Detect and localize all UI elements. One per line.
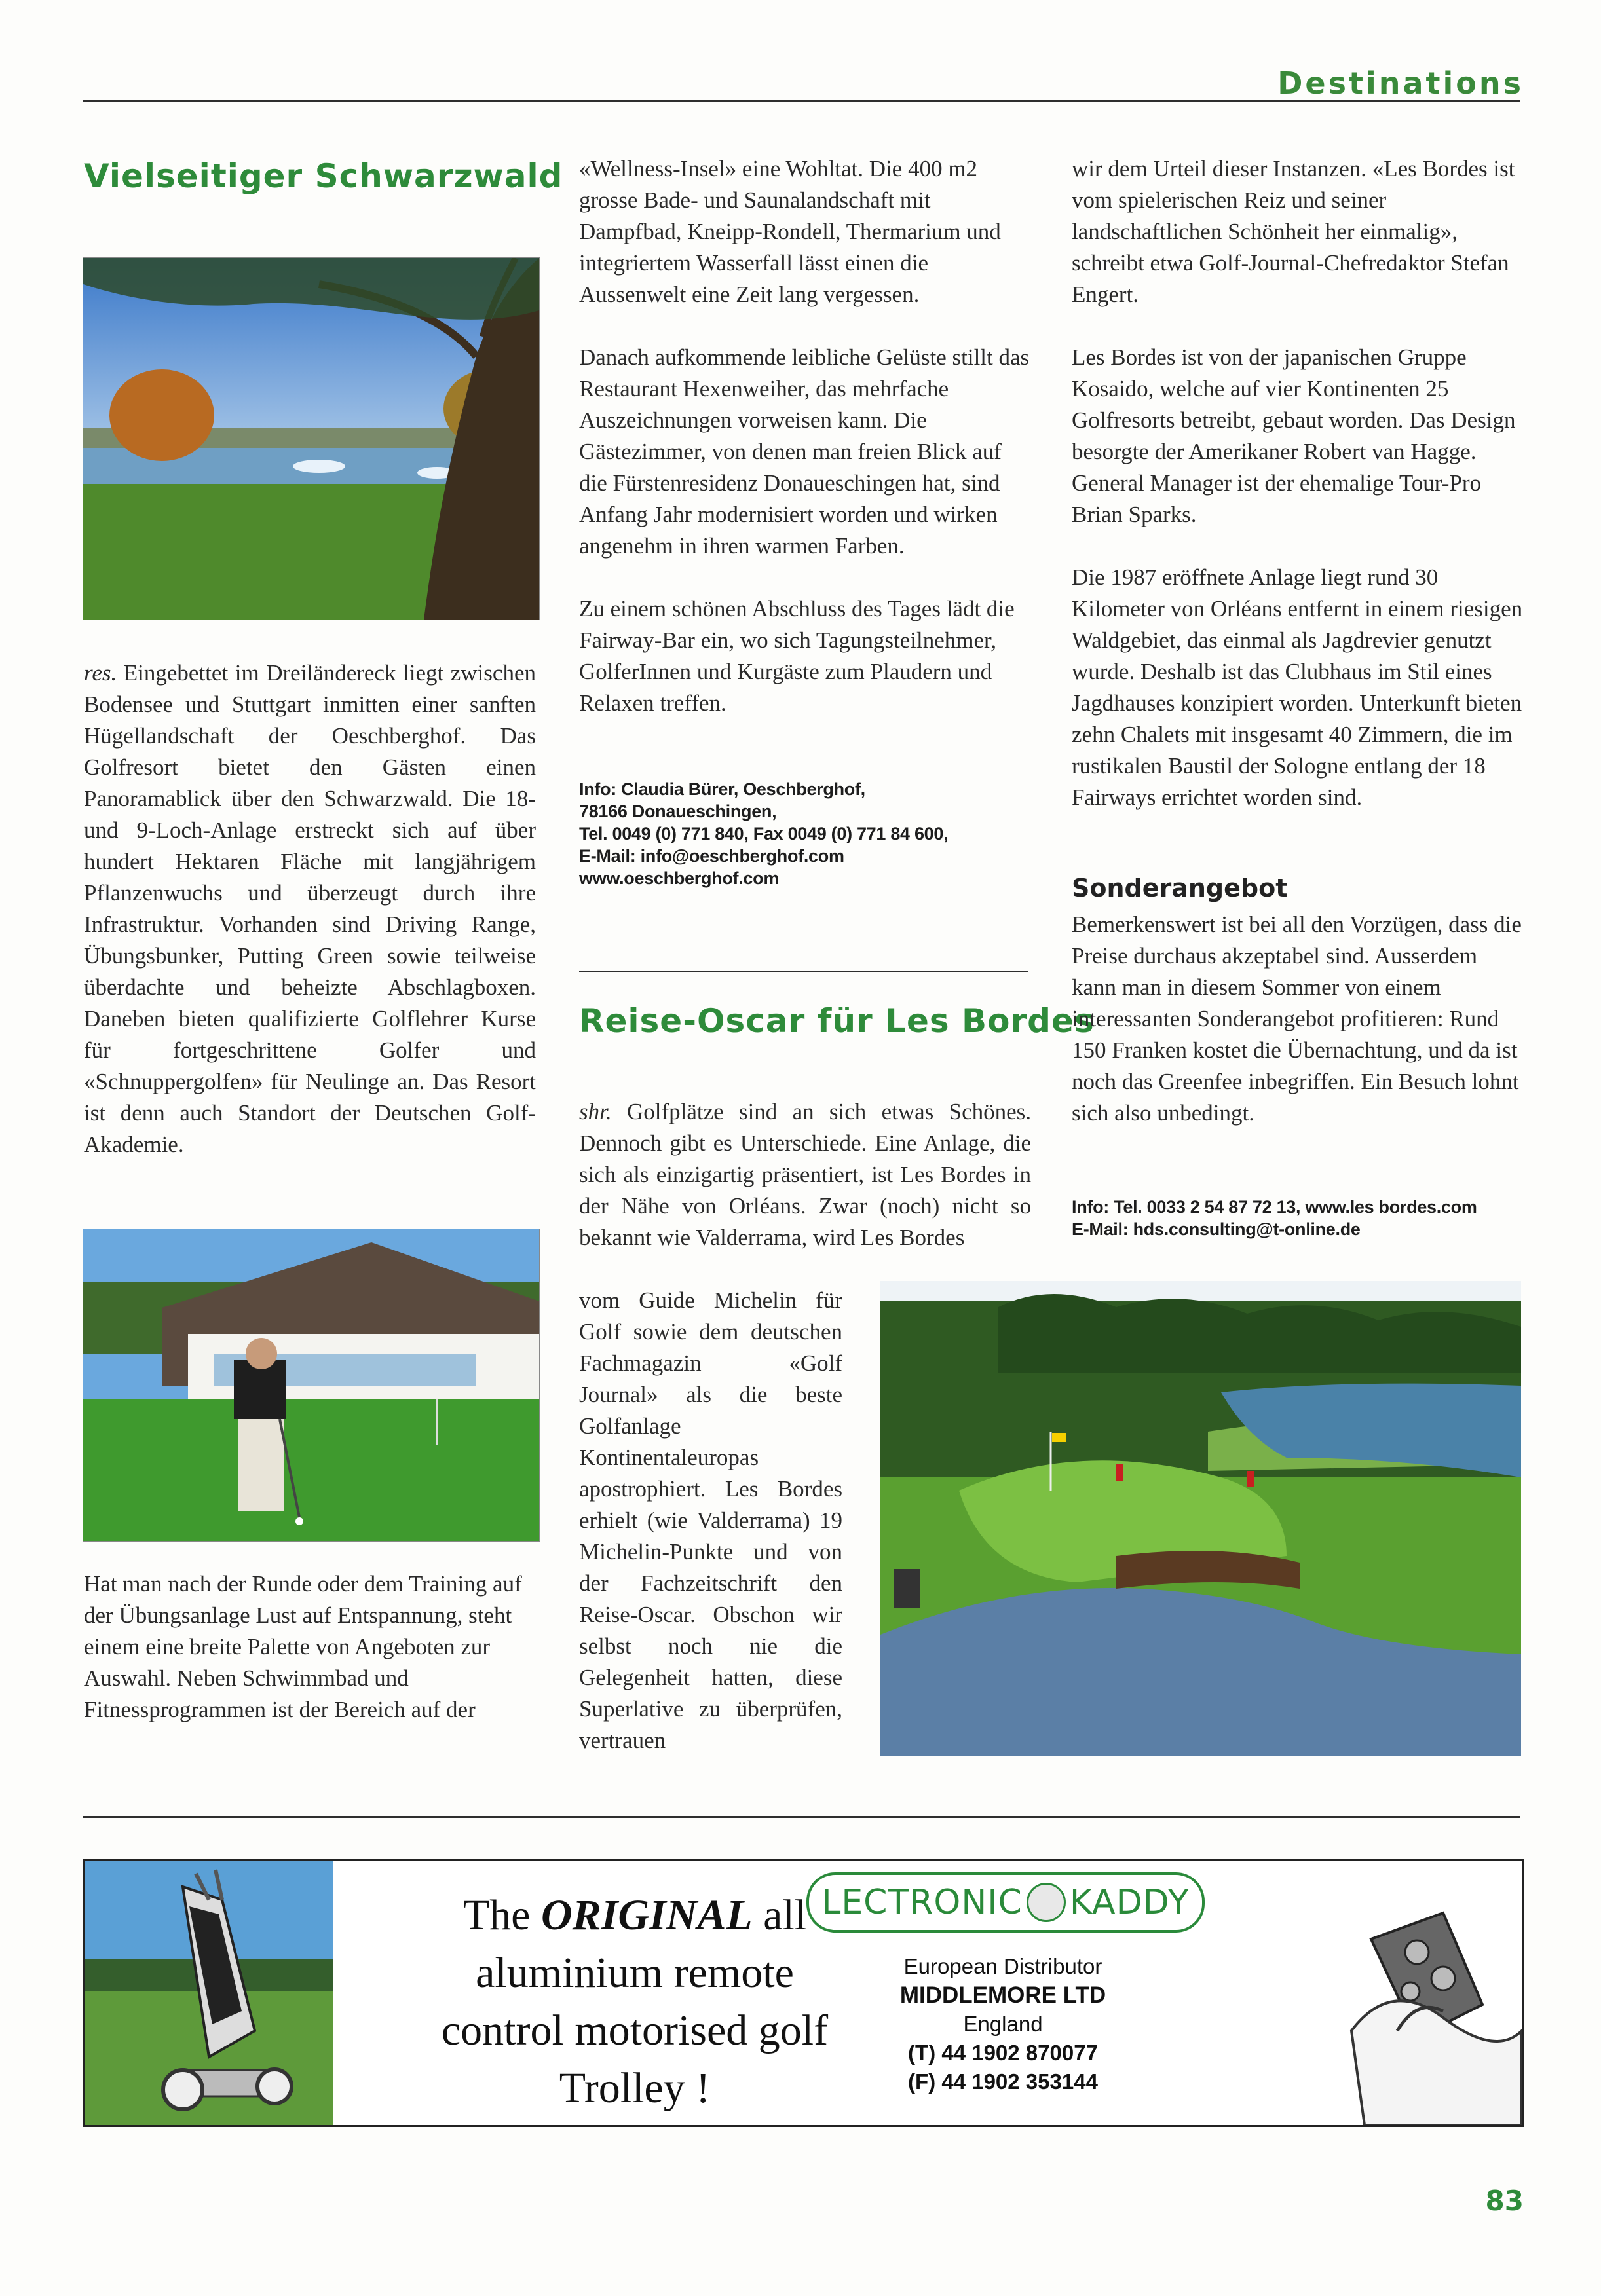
paragraph: Hat man nach der Runde oder dem Training auf der Übungsanlage Lust auf Entspannung, steht einem eine breite Palette von Angeboten zur Auswahl. Neben Schwimmbad und Fitnessprogrammen ist der Bereich auf der xyxy=(84,1571,522,1722)
paragraph: wir dem Urteil dieser Instanzen. «Les Bordes ist vom spielerischen Reiz und seiner landschaftlichen Schönheit her einmalig», schreibt etwa Golf-Journal-Chefredaktor Stefan Engert. xyxy=(1072,156,1515,307)
photo-lake-tree xyxy=(83,257,540,620)
ad-slogan-em: ORIGINAL xyxy=(540,1891,753,1939)
article-heading-les-bordes: Reise-Oscar für Les Bordes xyxy=(579,1002,1095,1040)
column-3-offer-text xyxy=(1072,909,1524,1129)
photo-golfer-putting xyxy=(83,1229,540,1542)
ad-company: MIDDLEMORE LTD xyxy=(899,1982,1106,2008)
column-2-text-bottom-narrow xyxy=(579,1285,842,1756)
subheading-sonderangebot: Sonderangebot xyxy=(1072,874,1288,902)
info-line: www.oeschberghof.com xyxy=(579,868,780,888)
paragraph: Zu einem schönen Abschluss des Tages lädt die Fairway-Bar ein, wo sich Tagungsteilnehmer, GolferInnen und Kurgäste zum Plaudern und Relaxen treffen. xyxy=(579,596,1015,716)
paragraph: Golfplätze sind an sich etwas Schönes. Dennoch gibt es Unterschiede. Eine Anlage, die sich als einzigartig präsentiert, ist Les Bordes in der Nähe von Orléans. Zwar (noch) nicht so bekannt wie Valderrama, wird Les Bordes xyxy=(579,1099,1032,1250)
info-line: E-Mail: info@oeschberghof.com xyxy=(579,846,844,866)
column-1-text-bottom xyxy=(84,1568,536,1726)
author-initials: res. xyxy=(84,660,117,686)
lectronic-kaddy-logo xyxy=(806,1872,1205,1933)
column-1-text-top xyxy=(84,657,536,1160)
advertisement xyxy=(83,1859,1524,2127)
info-line: Tel. 0049 (0) 771 840, Fax 0049 (0) 771 84 600, xyxy=(579,824,949,843)
info-line: Info: Claudia Bürer, Oeschberghof, xyxy=(579,779,865,799)
paragraph: Eingebettet im Dreiländereck liegt zwischen Bodensee und Stuttgart inmitten einer sanften Hügellandschaft der Oeschberghof. Das Golfresort bietet den Gästen einen Panoramablick über den Schwarzwald. Die 18- und 9-Loch-Anlage erstreckt sich auf über hundert Hektaren Fläche mit langjährigem Pflanzenwuchs und überzeugt durch ihre Infrastruktur. Vorhanden sind Driving Range, Übungsbunker, Putting Green sowie teilweise überdachte und beheizte Abschlagboxen. Daneben bieten qualifizierte Golflehrer Kurse für fortgeschrittene Golfer und «Schnuppergolfen» für Neulinge an. Das Resort ist denn auch Standort der Deutschen Golf-Akademie. xyxy=(84,660,537,1157)
paragraph: «Wellness-Insel» eine Wohltat. Die 400 m2 grosse Bade- und Saunalandschaft mit Dampfbad, Kneipp-Rondell, Thermarium und integriertem Wasserfall lässt einen die Aussenwelt eine Zeit lang vergessen. xyxy=(579,156,1001,307)
column-2-text-top xyxy=(579,153,1031,719)
ad-remote-image xyxy=(1247,1861,1522,2125)
paragraph: Die 1987 eröffnete Anlage liegt rund 30 Kilometer von Orléans entfernt in einem riesigen Waldgebiet, das einmal als Jagdrevier genutzt wurde. Deshalb ist das Clubhaus im Stil eines Jagdhauses konzipiert worden. Unterkunft bieten zehn Chalets mit insgesamt 40 Zimmern, die im rustikalen Baustil der Sologne entlang der 18 Fairways errichtet worden sind. xyxy=(1072,565,1523,810)
ad-slogan xyxy=(412,1887,857,2117)
ad-distributor-label: European Distributor xyxy=(903,1954,1102,1978)
paragraph: Bemerkenswert ist bei all den Vorzügen, dass die Preise durchaus akzeptabel sind. Ausserdem kann man in diesem Sommer von einem interessanten Sonderangebot profitieren: Rund 150 Franken kostet die Übernachtung, und da ist noch das Greenfee inbegriffen. Ein Besuch lohnt sich also unbedingt. xyxy=(1072,912,1522,1126)
author-initials: shr. xyxy=(579,1099,612,1124)
ad-phone: (T) 44 1902 870077 xyxy=(908,2041,1098,2065)
paragraph: Danach aufkommende leibliche Gelüste stillt das Restaurant Hexenweiher, das mehrfache Auszeichnungen vorweisen kann. Die Gästezimmer, von denen man freien Blick auf die Fürstenresidenz Donaueschingen hat, sind Anfang Jahr modernisiert worden und wirken angenehm in ihren warmen Farben. xyxy=(579,344,1030,559)
section-tag: Destinations xyxy=(1277,65,1524,101)
info-oeschberghof xyxy=(579,778,948,889)
photo-les-bordes-green xyxy=(880,1281,1521,1756)
bottom-rule xyxy=(83,1816,1520,1818)
column-3-text xyxy=(1072,153,1524,813)
ad-distributor xyxy=(839,1952,1167,2096)
info-line: 78166 Donaueschingen, xyxy=(579,802,777,821)
logo-left-text: LECTRONIC xyxy=(821,1883,1023,1922)
ad-fax: (F) 44 1902 353144 xyxy=(908,2069,1098,2094)
info-line: E-Mail: hds.consulting@t-online.de xyxy=(1072,1219,1361,1239)
column-2-text-bottom-wide xyxy=(579,1096,1031,1253)
paragraph: Les Bordes ist von der japanischen Gruppe Kosaido, welche auf vier Kontinenten 25 Golfresorts betreibt, gebaut worden. Das Design besorgte der Amerikaner Robert van Hagge. General Manager ist der ehemalige Tour-Pro Brian Sparks. xyxy=(1072,344,1516,527)
column-2-divider xyxy=(579,971,1028,972)
ad-trolley-image xyxy=(85,1861,333,2125)
article-heading-schwarzwald: Vielseitiger Schwarzwald xyxy=(84,157,563,195)
paragraph: vom Guide Michelin für Golf sowie dem deutschen Fachmagazin «Golf Journal» als die beste Golfanlage Kontinentaleuropas apostrophiert. Les Bordes erhielt (wie Valderrama) 19 Michelin-Punkte und von der Fachzeitschrift den Reise-Oscar. Obschon wir selbst noch nie die Gelegenheit hatten, diese Superlative zu überprüfen, vertrauen xyxy=(579,1287,842,1753)
ad-country: England xyxy=(963,2012,1043,2036)
ad-slogan-post: all aluminium remote control motorised golf Trolley ! xyxy=(441,1891,829,2112)
page-number: 83 xyxy=(1485,2185,1524,2217)
info-les-bordes xyxy=(1072,1196,1477,1240)
ad-slogan-pre: The xyxy=(462,1891,531,1939)
info-line: Info: Tel. 0033 2 54 87 72 13, www.les bordes.com xyxy=(1072,1197,1477,1217)
golf-ball-icon xyxy=(1027,1883,1066,1922)
logo-right-text: KADDY xyxy=(1069,1883,1190,1922)
